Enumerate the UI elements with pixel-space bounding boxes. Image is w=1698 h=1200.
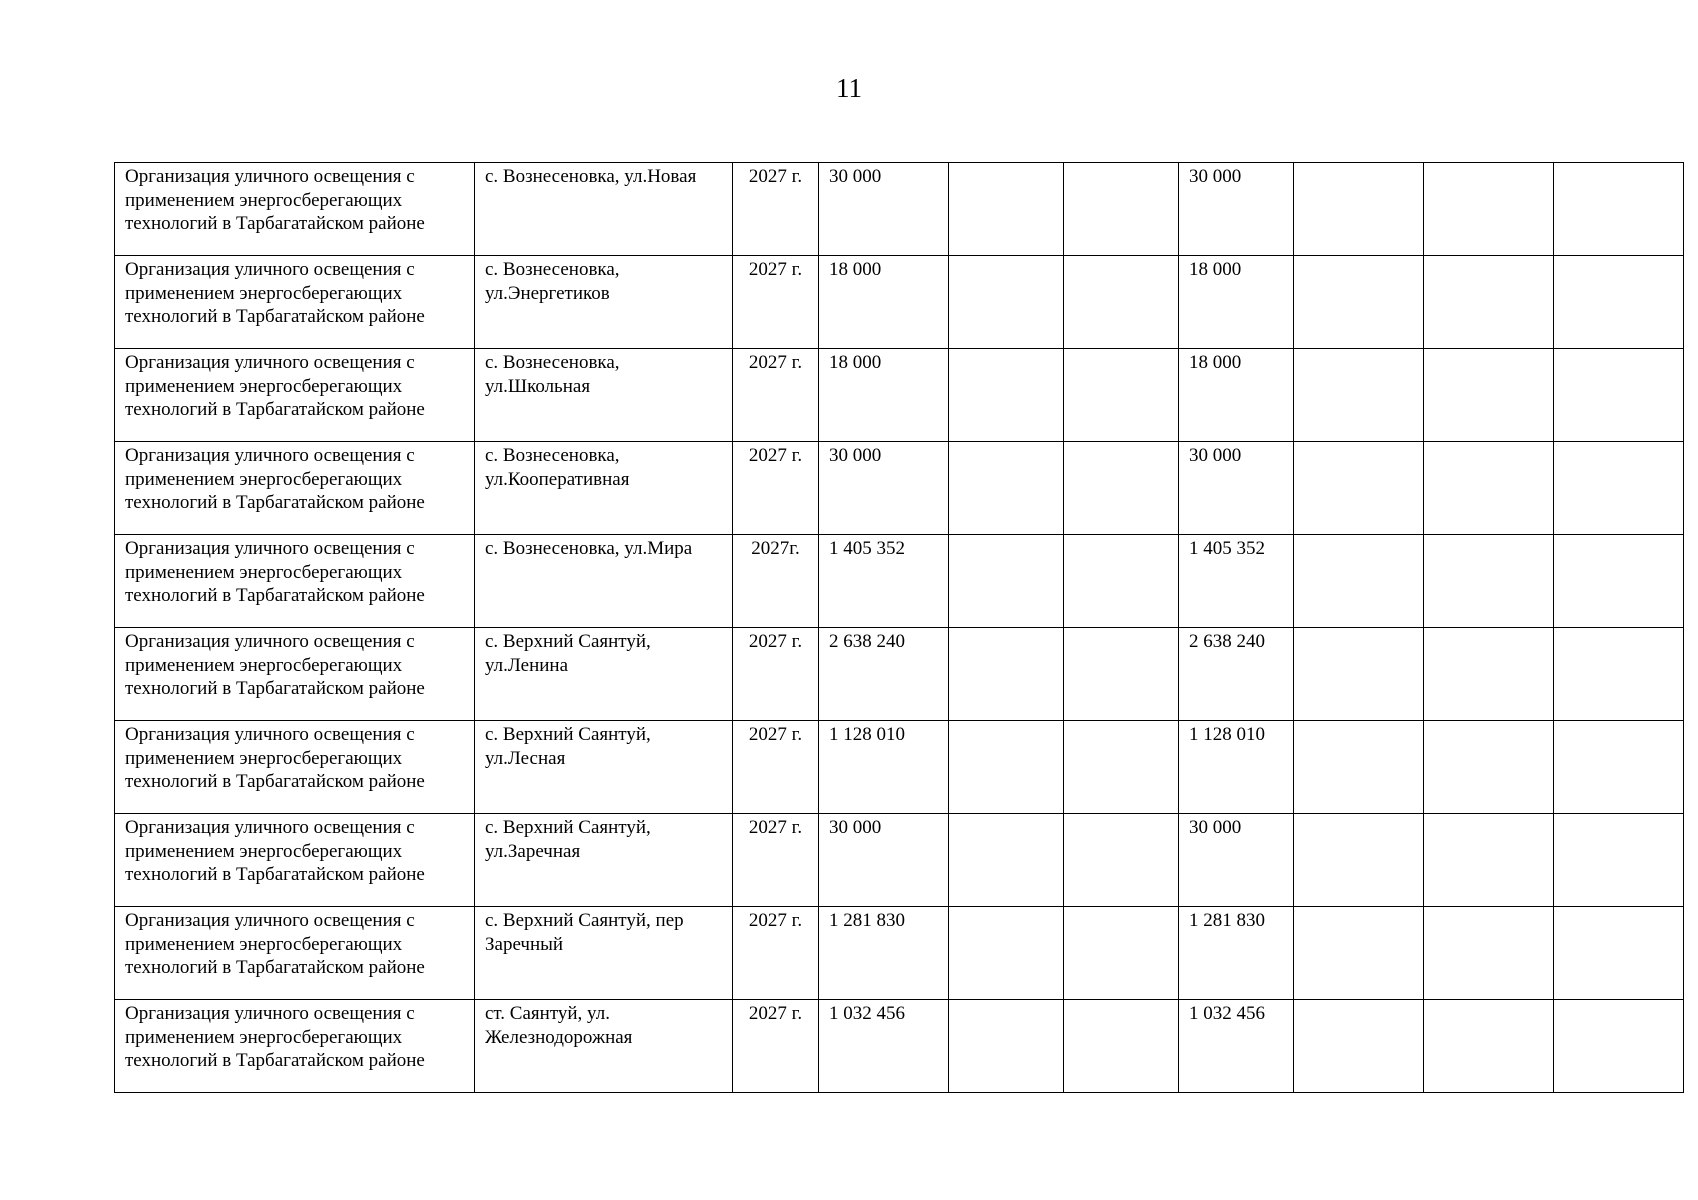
- empty-cell: [949, 256, 1064, 349]
- budget-amount-cell: 1 128 010: [1179, 721, 1294, 814]
- measure-name-cell: Организация уличного освещения с применением энергосберегающих технологий в Тарбагатайском районе: [115, 256, 475, 349]
- empty-cell: [1554, 256, 1684, 349]
- location-cell: с. Вознесеновка, ул.Новая: [475, 163, 733, 256]
- empty-cell: [1554, 907, 1684, 1000]
- empty-cell: [1424, 1000, 1554, 1093]
- location-cell: с. Вознесеновка, ул.Энергетиков: [475, 256, 733, 349]
- year-cell: 2027г.: [733, 535, 819, 628]
- empty-cell: [1064, 349, 1179, 442]
- total-amount-cell: 1 281 830: [819, 907, 949, 1000]
- page-number: 11: [836, 73, 862, 103]
- empty-cell: [1424, 163, 1554, 256]
- budget-amount-cell: 2 638 240: [1179, 628, 1294, 721]
- budget-amount-cell: 30 000: [1179, 814, 1294, 907]
- measure-name-cell: Организация уличного освещения с применением энергосберегающих технологий в Тарбагатайском районе: [115, 907, 475, 1000]
- empty-cell: [1064, 907, 1179, 1000]
- empty-cell: [1294, 256, 1424, 349]
- empty-cell: [949, 535, 1064, 628]
- table-row: [115, 628, 1684, 721]
- table-row: [115, 442, 1684, 535]
- measure-name-cell: Организация уличного освещения с применением энергосберегающих технологий в Тарбагатайском районе: [115, 442, 475, 535]
- empty-cell: [1294, 907, 1424, 1000]
- measure-name-cell: Организация уличного освещения с применением энергосберегающих технологий в Тарбагатайском районе: [115, 1000, 475, 1093]
- table-row: [115, 256, 1684, 349]
- total-amount-cell: 1 032 456: [819, 1000, 949, 1093]
- location-cell: с. Верхний Саянтуй, ул.Ленина: [475, 628, 733, 721]
- empty-cell: [1064, 163, 1179, 256]
- empty-cell: [1554, 349, 1684, 442]
- budget-amount-cell: 18 000: [1179, 256, 1294, 349]
- year-cell: 2027 г.: [733, 907, 819, 1000]
- table-row: [115, 535, 1684, 628]
- empty-cell: [1424, 349, 1554, 442]
- location-cell: ст. Саянтуй, ул. Железнодорожная: [475, 1000, 733, 1093]
- measure-name-cell: Организация уличного освещения с применением энергосберегающих технологий в Тарбагатайском районе: [115, 628, 475, 721]
- total-amount-cell: 30 000: [819, 814, 949, 907]
- empty-cell: [1294, 721, 1424, 814]
- empty-cell: [1554, 814, 1684, 907]
- empty-cell: [1294, 628, 1424, 721]
- empty-cell: [949, 628, 1064, 721]
- location-cell: с. Верхний Саянтуй, ул.Лесная: [475, 721, 733, 814]
- location-cell: с. Вознесеновка, ул.Школьная: [475, 349, 733, 442]
- empty-cell: [1064, 442, 1179, 535]
- empty-cell: [949, 349, 1064, 442]
- empty-cell: [949, 163, 1064, 256]
- empty-cell: [1064, 814, 1179, 907]
- year-cell: 2027 г.: [733, 442, 819, 535]
- measure-name-cell: Организация уличного освещения с применением энергосберегающих технологий в Тарбагатайском районе: [115, 163, 475, 256]
- year-cell: 2027 г.: [733, 814, 819, 907]
- empty-cell: [1424, 907, 1554, 1000]
- table-row: [115, 163, 1684, 256]
- empty-cell: [1424, 442, 1554, 535]
- total-amount-cell: 30 000: [819, 163, 949, 256]
- budget-amount-cell: 1 281 830: [1179, 907, 1294, 1000]
- empty-cell: [949, 814, 1064, 907]
- year-cell: 2027 г.: [733, 628, 819, 721]
- budget-amount-cell: 30 000: [1179, 163, 1294, 256]
- year-cell: 2027 г.: [733, 256, 819, 349]
- total-amount-cell: 18 000: [819, 349, 949, 442]
- total-amount-cell: 30 000: [819, 442, 949, 535]
- budget-amount-cell: 1 032 456: [1179, 1000, 1294, 1093]
- total-amount-cell: 1 128 010: [819, 721, 949, 814]
- empty-cell: [1554, 163, 1684, 256]
- empty-cell: [1554, 442, 1684, 535]
- empty-cell: [1064, 628, 1179, 721]
- table-row: [115, 907, 1684, 1000]
- empty-cell: [949, 907, 1064, 1000]
- empty-cell: [949, 1000, 1064, 1093]
- total-amount-cell: 2 638 240: [819, 628, 949, 721]
- empty-cell: [1424, 721, 1554, 814]
- measure-name-cell: Организация уличного освещения с применением энергосберегающих технологий в Тарбагатайском районе: [115, 721, 475, 814]
- table-row: [115, 349, 1684, 442]
- empty-cell: [1424, 535, 1554, 628]
- empty-cell: [1294, 535, 1424, 628]
- location-cell: с. Верхний Саянтуй, ул.Заречная: [475, 814, 733, 907]
- measure-name-cell: Организация уличного освещения с применением энергосберегающих технологий в Тарбагатайском районе: [115, 535, 475, 628]
- table-row: [115, 814, 1684, 907]
- budget-amount-cell: 30 000: [1179, 442, 1294, 535]
- empty-cell: [1294, 1000, 1424, 1093]
- empty-cell: [1294, 163, 1424, 256]
- table-row: [115, 721, 1684, 814]
- empty-cell: [1554, 628, 1684, 721]
- empty-cell: [1294, 814, 1424, 907]
- empty-cell: [1064, 256, 1179, 349]
- empty-cell: [1554, 1000, 1684, 1093]
- location-cell: с. Вознесеновка, ул.Кооперативная: [475, 442, 733, 535]
- empty-cell: [1294, 349, 1424, 442]
- empty-cell: [949, 442, 1064, 535]
- location-cell: с. Вознесеновка, ул.Мира: [475, 535, 733, 628]
- empty-cell: [1294, 442, 1424, 535]
- location-cell: с. Верхний Саянтуй, пер Заречный: [475, 907, 733, 1000]
- year-cell: 2027 г.: [733, 163, 819, 256]
- table-row: [115, 1000, 1684, 1093]
- empty-cell: [1424, 814, 1554, 907]
- measure-name-cell: Организация уличного освещения с применением энергосберегающих технологий в Тарбагатайском районе: [115, 349, 475, 442]
- empty-cell: [1424, 628, 1554, 721]
- budget-amount-cell: 1 405 352: [1179, 535, 1294, 628]
- empty-cell: [1064, 535, 1179, 628]
- funding-table: [114, 162, 1684, 1093]
- empty-cell: [1554, 535, 1684, 628]
- empty-cell: [1424, 256, 1554, 349]
- empty-cell: [1064, 1000, 1179, 1093]
- year-cell: 2027 г.: [733, 1000, 819, 1093]
- year-cell: 2027 г.: [733, 349, 819, 442]
- measure-name-cell: Организация уличного освещения с применением энергосберегающих технологий в Тарбагатайском районе: [115, 814, 475, 907]
- budget-amount-cell: 18 000: [1179, 349, 1294, 442]
- empty-cell: [1554, 721, 1684, 814]
- year-cell: 2027 г.: [733, 721, 819, 814]
- total-amount-cell: 18 000: [819, 256, 949, 349]
- empty-cell: [1064, 721, 1179, 814]
- total-amount-cell: 1 405 352: [819, 535, 949, 628]
- empty-cell: [949, 721, 1064, 814]
